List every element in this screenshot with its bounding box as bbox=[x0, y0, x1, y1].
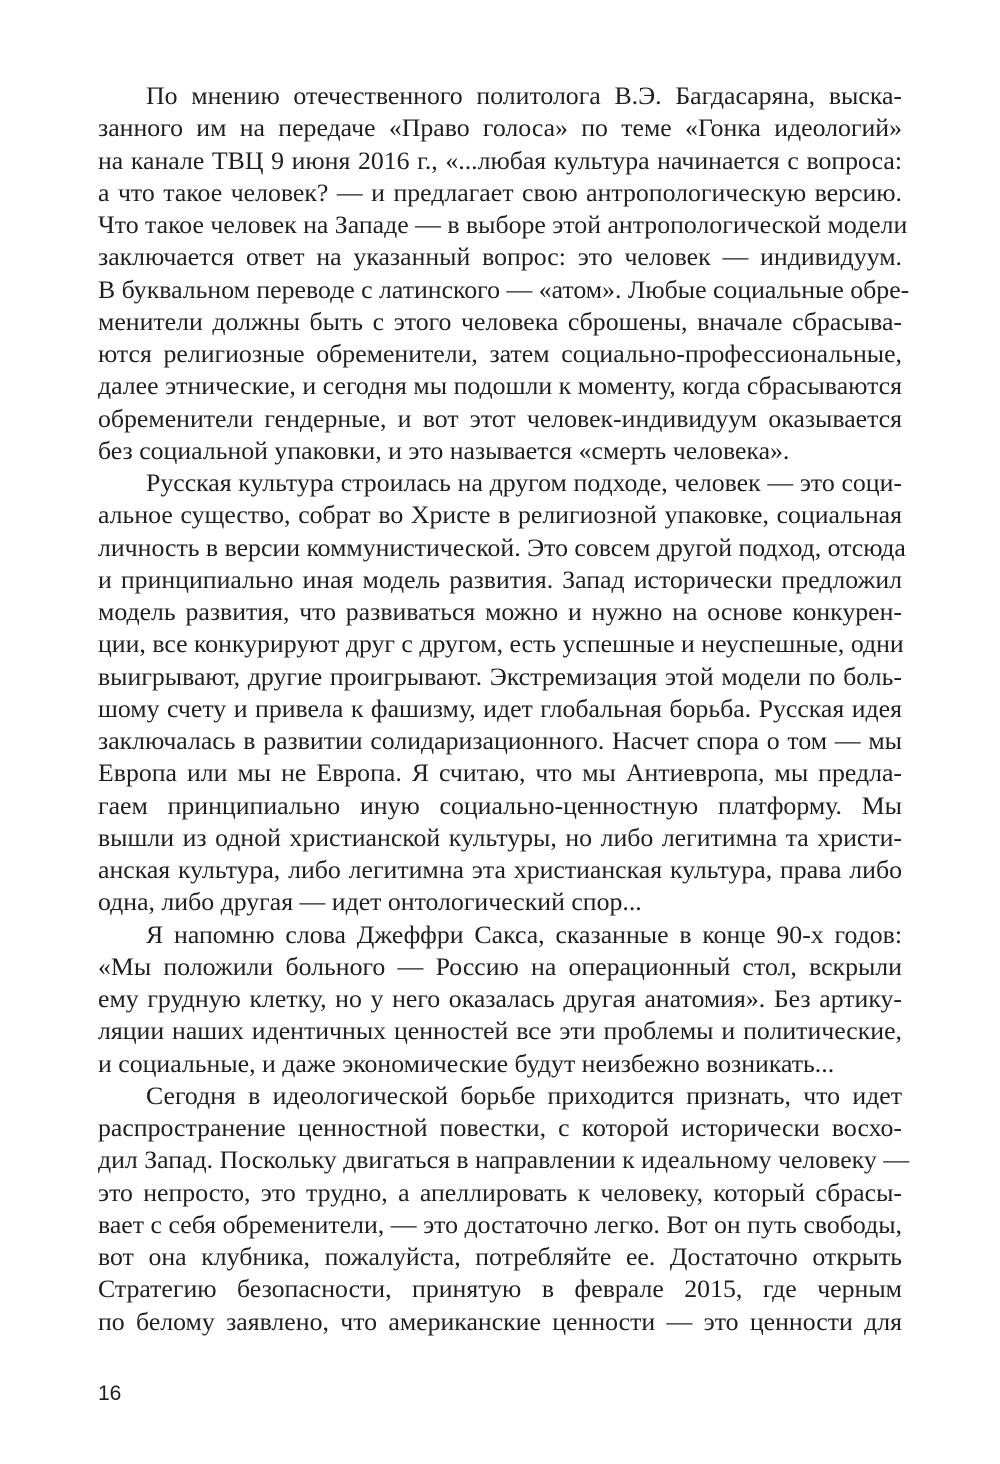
text-line: В буквальном переводе с латинского — «атом». Любые социальные обре- bbox=[98, 274, 910, 304]
text-line: дил Запад. Поскольку двигаться в направлении к идеальному человеку — bbox=[98, 1145, 909, 1175]
page-number: 16 bbox=[98, 1382, 122, 1405]
text-line: распространение ценностной повестки, с которой исторически восхо- bbox=[98, 1113, 902, 1142]
text-line: «Мы положили больного — Россию на операционный стол, вскрыли bbox=[98, 951, 902, 981]
text-line: и принципиально иная модель развития. Запад исторически предложил bbox=[98, 564, 902, 594]
text-line: Стратегию безопасности, принятую в феврале 2015, где черным bbox=[98, 1274, 902, 1304]
text-line: анская культура, либо легитимна эта христианская культура, права либо bbox=[98, 855, 902, 884]
text-line: Сегодня в идеологической борьбе приходится признать, что идет bbox=[146, 1080, 902, 1110]
text-line: альное существо, собрат во Христе в религиозной упаковке, социальная bbox=[98, 500, 902, 530]
text-line: обременители гендерные, и вот этот человек-индивидуум оказывается bbox=[98, 403, 902, 433]
text-line: ему грудную клетку, но у него оказалась другая анатомия». Без артику- bbox=[98, 984, 902, 1013]
text-line: шому счету и привела к фашизму, идет глобальная борьба. Русская идея bbox=[98, 693, 902, 723]
text-line: гаем принципиально иную социально-ценностную платформу. Мы bbox=[98, 790, 902, 820]
text-line: ции, все конкурируют друг с другом, есть успешные и неуспешные, одни bbox=[98, 629, 904, 659]
text-line: личность в версии коммунистической. Это совсем другой подход, отсюда bbox=[98, 532, 906, 562]
text-line: заключалась в развитии солидаризационного. Насчет спора о том — мы bbox=[98, 726, 902, 755]
text-line: занного им на передаче «Право голоса» по теме «Гонка идеологий» bbox=[98, 113, 902, 143]
paragraph-3 bbox=[98, 919, 902, 1080]
text-line: без социальной упаковки, и это называется «смерть человека». bbox=[98, 435, 790, 465]
text-line: на канале ТВЦ 9 июня 2016 г., «...любая культура начинается с вопроса: bbox=[98, 145, 902, 175]
text-line: заключается ответ на указанный вопрос: это человек — индивидуум. bbox=[98, 242, 902, 272]
text-line: вот она клубника, пожалуйста, потребляйте ее. Достаточно открыть bbox=[98, 1242, 902, 1271]
text-line: по белому заявлено, что американские ценности — это ценности для bbox=[98, 1306, 902, 1336]
text-line: менители должны быть с этого человека сброшены, вначале сбрасыва- bbox=[98, 306, 902, 336]
body-text bbox=[98, 80, 910, 1338]
text-line: По мнению отечественного политолога В.Э. Багдасаряна, выска- bbox=[146, 81, 902, 110]
text-line: Что такое человек на Западе — в выборе этой антропологической модели bbox=[98, 210, 908, 239]
text-line: Европа или мы не Европа. Я считаю, что мы Антиевропа, мы предла- bbox=[98, 758, 902, 788]
text-line: а что такое человек? — и предлагает свою антропологическую версию. bbox=[98, 177, 902, 207]
text-line: и социальные, и даже экономические будут неизбежно возникать... bbox=[98, 1048, 835, 1078]
text-line: выигрывают, другие проигрывают. Экстремизация этой модели по боль- bbox=[98, 661, 902, 691]
paragraph-1 bbox=[98, 80, 910, 467]
paragraph-4 bbox=[98, 1080, 909, 1338]
text-line: вает с себя обременители, — это достаточно легко. Вот он путь свободы, bbox=[98, 1209, 902, 1239]
text-line: Русская культура строилась на другом подходе, человек — это соци- bbox=[146, 468, 902, 497]
text-line: Я напомню слова Джеффри Сакса, сказанные в конце 90-х годов: bbox=[146, 919, 902, 949]
text-line: далее этнические, и сегодня мы подошли к моменту, когда сбрасываются bbox=[98, 371, 902, 401]
text-line: ются религиозные обременители, затем социально-профессиональные, bbox=[98, 339, 902, 368]
paragraph-2 bbox=[98, 467, 906, 919]
text-line: одна, либо другая — идет онтологический спор... bbox=[98, 887, 642, 917]
text-line: модель развития, что развиваться можно и нужно на основе конкурен- bbox=[98, 597, 902, 626]
text-line: это непросто, это трудно, а апеллировать к человеку, который сбрасы- bbox=[98, 1177, 902, 1207]
text-line: ляции наших идентичных ценностей все эти проблемы и политические, bbox=[98, 1016, 902, 1046]
text-line: вышли из одной христианской культуры, но либо легитимна та христи- bbox=[98, 822, 902, 852]
